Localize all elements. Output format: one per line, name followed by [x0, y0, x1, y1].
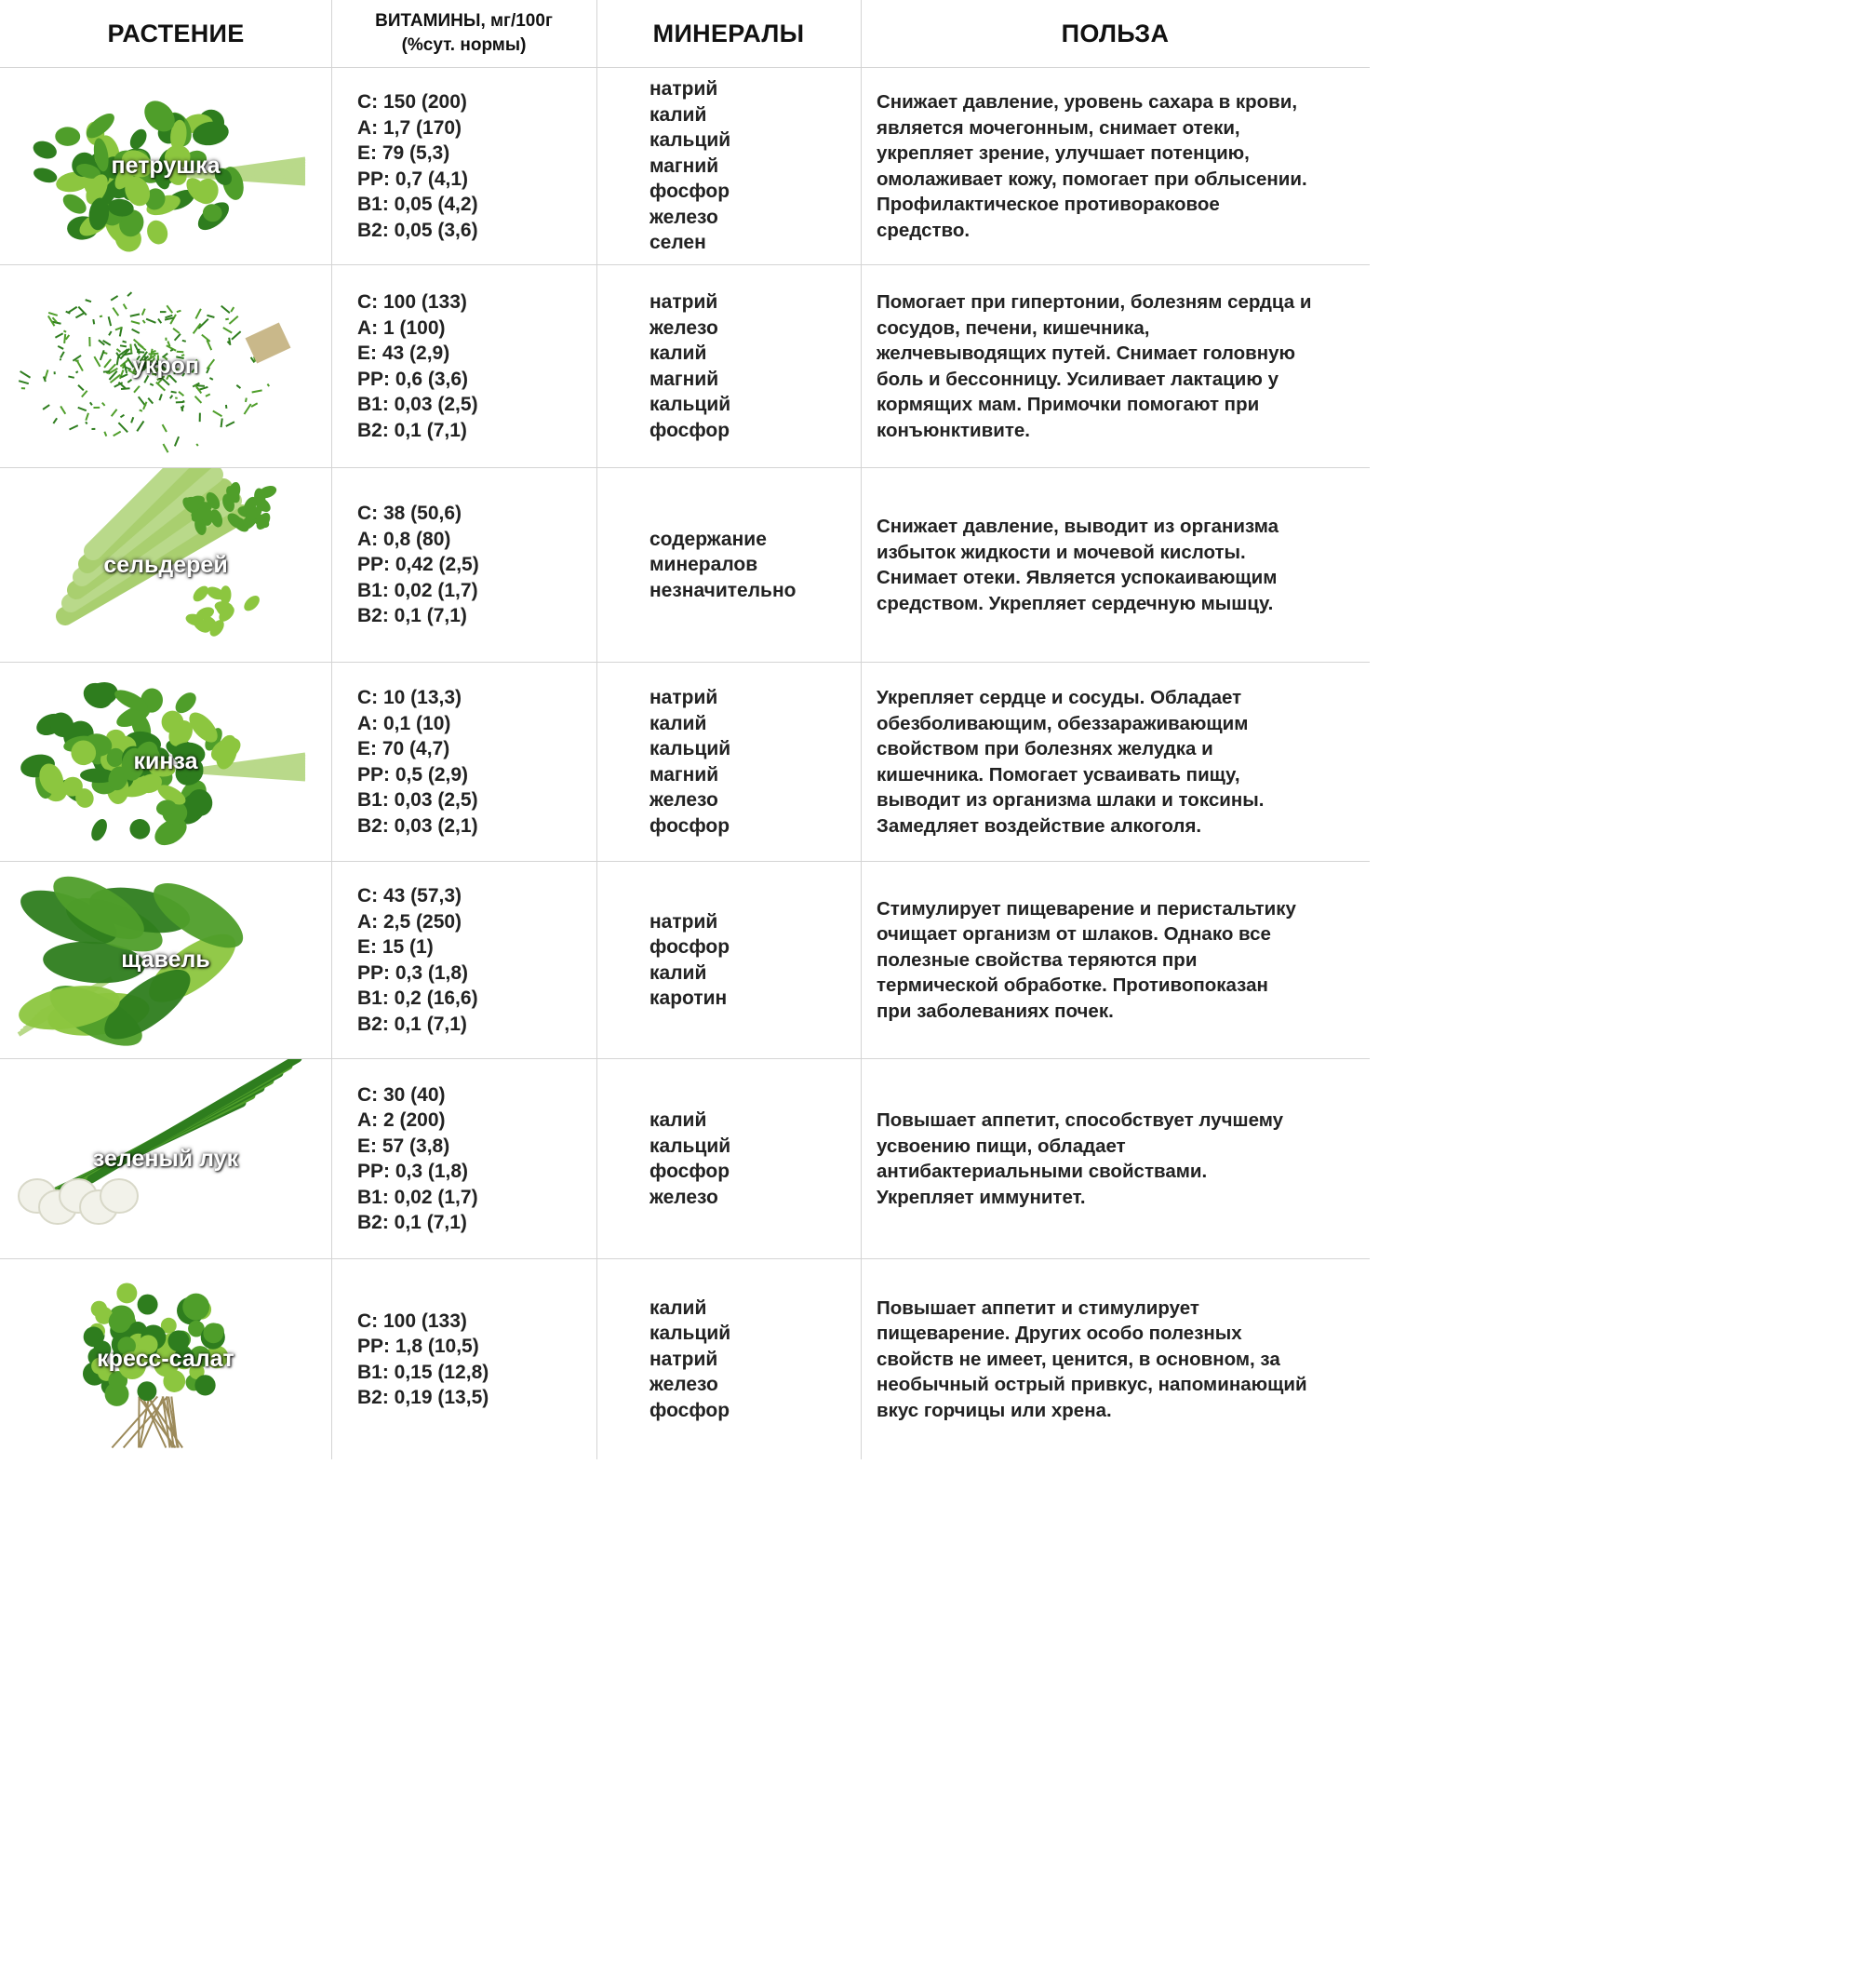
benefit-line: Снижает давление, выводит из организма: [877, 516, 1279, 537]
minerals-list: [649, 76, 730, 256]
table-row: [0, 1259, 1370, 1459]
header-vitamins-line2: (%сут. нормы): [401, 35, 527, 55]
vitamins-list: [357, 1082, 478, 1236]
plant-cell: [0, 265, 331, 467]
vitamins-list: [357, 1309, 489, 1411]
mineral-item: железо: [649, 316, 718, 339]
plant-name: зеленый лук: [92, 1145, 239, 1172]
vitamin-item: C: 30 (40): [357, 1083, 446, 1106]
benefit-line: вкус горчицы или хрена.: [877, 1399, 1112, 1421]
vitamins-cell: [357, 663, 590, 861]
benefit-line: Укрепляет иммунитет.: [877, 1186, 1086, 1208]
mineral-item: натрий: [649, 291, 718, 313]
mineral-item: фосфор: [649, 419, 730, 441]
vitamin-item: PP: 0,5 (2,9): [357, 763, 469, 786]
mineral-item: селен: [649, 232, 706, 254]
header-minerals: МИНЕРАЛЫ: [652, 19, 805, 47]
minerals-cell: [649, 663, 854, 861]
benefit-cell: [877, 862, 1362, 1058]
vitamin-item: C: 150 (200): [357, 91, 467, 113]
table-row: [0, 68, 1370, 264]
mineral-item: кальций: [649, 1323, 731, 1345]
plant-name: кресс-салат: [97, 1346, 234, 1372]
table-row: [0, 862, 1370, 1058]
minerals-list: [649, 685, 730, 839]
header-vitamins: [331, 0, 596, 67]
benefit-line: боль и бессонницу. Усиливает лактацию у: [877, 368, 1279, 390]
vitamins-list: [357, 89, 478, 243]
vitamin-item: B1: 0,02 (1,7): [357, 579, 478, 601]
benefit-line: сосудов, печени, кишечника,: [877, 316, 1150, 339]
plant-name: щавель: [121, 947, 210, 973]
benefit-line: желчевыводящих путей. Снимает головную: [877, 343, 1296, 364]
benefit-line: укрепляет зрение, улучшает потенцию,: [877, 142, 1250, 164]
vitamins-list: [357, 685, 478, 839]
minerals-list: [649, 289, 730, 443]
mineral-item: калий: [649, 712, 707, 734]
plant-illustration: [19, 1059, 298, 1224]
benefit-line: свойств не имеет, ценится, в основном, за: [877, 1348, 1280, 1370]
benefit-line: обезболивающим, обеззараживающим: [877, 712, 1249, 734]
benefit-line: выводит из организма шлаки и токсины.: [877, 789, 1265, 811]
benefit-line: свойством при болезнях желудка и: [877, 738, 1213, 759]
plant-name: сельдерей: [103, 551, 228, 578]
mineral-item: калий: [649, 103, 707, 126]
vitamin-item: B1: 0,02 (1,7): [357, 1186, 478, 1208]
vitamin-item: B1: 0,15 (12,8): [357, 1361, 489, 1383]
benefit-line: при заболеваниях почек.: [877, 1000, 1114, 1022]
vitamin-item: B2: 0,1 (7,1): [357, 419, 467, 441]
benefit-text: [877, 1296, 1307, 1424]
minerals-list: [649, 1296, 730, 1424]
benefit-line: Помогает при гипертонии, болезням сердца и: [877, 291, 1312, 313]
plant-cell: [0, 1059, 331, 1258]
vitamins-list: [357, 289, 478, 443]
vitamins-cell: [357, 1259, 590, 1459]
benefit-text: [877, 1108, 1283, 1210]
vitamin-item: A: 1,7 (170): [357, 116, 462, 139]
table-row: [0, 265, 1370, 467]
minerals-cell: [649, 68, 854, 264]
plant-name: укроп: [131, 353, 200, 379]
vitamins-cell: [357, 68, 590, 264]
benefit-line: усвоению пищи, обладает: [877, 1135, 1126, 1157]
mineral-item: железо: [649, 206, 718, 228]
vitamin-item: B2: 0,1 (7,1): [357, 605, 467, 627]
benefit-line: Повышает аппетит, способствует лучшему: [877, 1109, 1283, 1131]
mineral-item: натрий: [649, 687, 718, 708]
mineral-item: фосфор: [649, 1161, 730, 1182]
vitamin-item: PP: 0,3 (1,8): [357, 1161, 469, 1182]
plant-cell: [0, 468, 331, 662]
mineral-item: незначительно: [649, 579, 797, 601]
vitamin-item: E: 43 (2,9): [357, 343, 450, 364]
benefit-line: средство.: [877, 219, 971, 241]
plant-cell: [0, 862, 331, 1058]
mineral-item: каротин: [649, 987, 728, 1009]
mineral-item: фосфор: [649, 814, 730, 837]
vitamin-item: PP: 0,7 (4,1): [357, 168, 469, 190]
vitamin-item: B2: 0,05 (3,6): [357, 219, 478, 241]
vitamin-item: A: 2,5 (250): [357, 910, 462, 933]
mineral-item: содержание: [649, 528, 767, 550]
header-vitamins-line1: ВИТАМИНЫ, мг/100г: [375, 11, 553, 31]
vitamin-item: C: 38 (50,6): [357, 503, 462, 525]
benefit-cell: [877, 663, 1362, 861]
minerals-cell: [649, 1059, 854, 1258]
mineral-item: кальций: [649, 1135, 731, 1157]
benefit-line: пищеварение. Других особо полезных: [877, 1323, 1242, 1345]
vitamin-item: E: 57 (3,8): [357, 1135, 450, 1157]
header-plant: РАСТЕНИЕ: [107, 19, 245, 47]
header-benefit: ПОЛЬЗА: [1061, 19, 1170, 47]
vitamin-item: B1: 0,2 (16,6): [357, 987, 478, 1009]
vitamin-item: PP: 1,8 (10,5): [357, 1336, 479, 1357]
benefit-line: Стимулирует пищеварение и перистальтику: [877, 897, 1296, 920]
vitamin-item: B2: 0,03 (2,1): [357, 814, 478, 837]
mineral-item: железо: [649, 1186, 718, 1208]
vitamin-item: PP: 0,3 (1,8): [357, 961, 469, 984]
benefit-line: Снимает отеки. Является успокаивающим: [877, 567, 1278, 588]
benefit-cell: [877, 265, 1362, 467]
mineral-item: магний: [649, 763, 719, 786]
benefit-line: кормящих мам. Примочки помогают при: [877, 394, 1260, 415]
vitamin-item: C: 100 (133): [357, 291, 467, 313]
vitamin-item: E: 70 (4,7): [357, 738, 450, 759]
benefit-line: средством. Укрепляет сердечную мышцу.: [877, 592, 1274, 614]
vitamins-cell: [357, 1059, 590, 1258]
vitamin-item: B1: 0,05 (4,2): [357, 194, 478, 215]
vitamin-item: B2: 0,1 (7,1): [357, 1013, 467, 1035]
vitamin-item: B1: 0,03 (2,5): [357, 789, 478, 811]
vitamins-cell: [357, 862, 590, 1058]
minerals-list: [649, 527, 796, 604]
plant-name: кинза: [133, 748, 198, 774]
table-row: [0, 1059, 1370, 1258]
vitamins-cell: [357, 468, 590, 662]
benefit-cell: [877, 468, 1362, 662]
vitamin-item: C: 100 (133): [357, 1310, 467, 1332]
mineral-item: калий: [649, 1109, 707, 1131]
benefit-line: кишечника. Помогает усваивать пищу,: [877, 763, 1240, 786]
mineral-item: кальций: [649, 394, 731, 415]
table-row: [0, 468, 1370, 662]
vitamin-item: PP: 0,42 (2,5): [357, 554, 479, 576]
mineral-item: кальций: [649, 738, 731, 759]
vitamin-item: B1: 0,03 (2,5): [357, 394, 478, 415]
benefit-cell: [877, 1259, 1362, 1459]
mineral-item: фосфор: [649, 1399, 730, 1421]
benefit-line: необычный острый привкус, напоминающий: [877, 1374, 1307, 1396]
vitamin-item: B2: 0,19 (13,5): [357, 1387, 489, 1408]
benefit-line: является мочегонным, снимает отеки,: [877, 116, 1240, 139]
benefit-line: конъюнктивите.: [877, 419, 1030, 441]
benefit-line: Укрепляет сердце и сосуды. Обладает: [877, 687, 1242, 708]
table-row: [0, 663, 1370, 861]
mineral-item: минералов: [649, 554, 758, 576]
mineral-item: калий: [649, 961, 707, 984]
plant-cell: [0, 663, 331, 861]
benefit-line: термической обработке. Противопоказан: [877, 974, 1268, 997]
benefit-line: избыток жидкости и мочевой кислоты.: [877, 541, 1246, 563]
benefit-text: [877, 896, 1296, 1025]
benefit-line: Повышает аппетит и стимулирует: [877, 1296, 1199, 1319]
mineral-item: фосфор: [649, 936, 730, 958]
vitamins-cell: [357, 265, 590, 467]
mineral-item: калий: [649, 1296, 707, 1319]
benefit-line: Снижает давление, уровень сахара в крови,: [877, 91, 1298, 113]
plant-cell: [0, 68, 331, 264]
benefit-text: [877, 685, 1264, 839]
minerals-cell: [649, 862, 854, 1058]
vitamins-list: [357, 501, 479, 629]
minerals-list: [649, 909, 730, 1012]
plant-cell: [0, 1259, 331, 1459]
benefit-cell: [877, 68, 1362, 264]
benefit-line: Профилактическое противораковое: [877, 194, 1220, 215]
minerals-cell: [649, 1259, 854, 1459]
vitamin-item: A: 0,1 (10): [357, 712, 451, 734]
mineral-item: кальций: [649, 129, 731, 152]
benefit-cell: [877, 1059, 1362, 1258]
plant-name: петрушка: [111, 153, 221, 179]
mineral-item: натрий: [649, 1348, 718, 1370]
vitamin-item: PP: 0,6 (3,6): [357, 368, 469, 390]
benefit-text: [877, 89, 1307, 243]
benefit-line: омолаживает кожу, помогает при облысении.: [877, 168, 1307, 190]
vitamin-item: A: 0,8 (80): [357, 528, 451, 550]
mineral-item: магний: [649, 154, 719, 177]
benefit-text: [877, 289, 1311, 443]
benefit-line: полезные свойства теряются при: [877, 948, 1198, 971]
minerals-cell: [649, 468, 854, 662]
mineral-item: калий: [649, 343, 707, 364]
vitamin-item: A: 2 (200): [357, 1109, 446, 1131]
mineral-item: магний: [649, 368, 719, 390]
vitamin-item: C: 10 (13,3): [357, 687, 462, 708]
benefit-line: Замедляет воздействие алкоголя.: [877, 814, 1202, 837]
minerals-cell: [649, 265, 854, 467]
minerals-list: [649, 1108, 730, 1210]
benefit-text: [877, 514, 1279, 616]
vitamin-item: B2: 0,1 (7,1): [357, 1212, 467, 1233]
vitamin-item: E: 15 (1): [357, 936, 434, 958]
mineral-item: железо: [649, 789, 718, 811]
benefit-line: очищает организм от шлаков. Однако все: [877, 923, 1271, 946]
benefit-line: антибактериальными свойствами.: [877, 1161, 1208, 1182]
mineral-item: натрий: [649, 78, 718, 101]
mineral-item: натрий: [649, 910, 718, 933]
vitamin-item: A: 1 (100): [357, 316, 446, 339]
vitamins-list: [357, 883, 478, 1037]
mineral-item: железо: [649, 1374, 718, 1396]
vitamin-item: C: 43 (57,3): [357, 885, 462, 907]
mineral-item: фосфор: [649, 181, 730, 203]
vitamin-item: E: 79 (5,3): [357, 142, 450, 164]
